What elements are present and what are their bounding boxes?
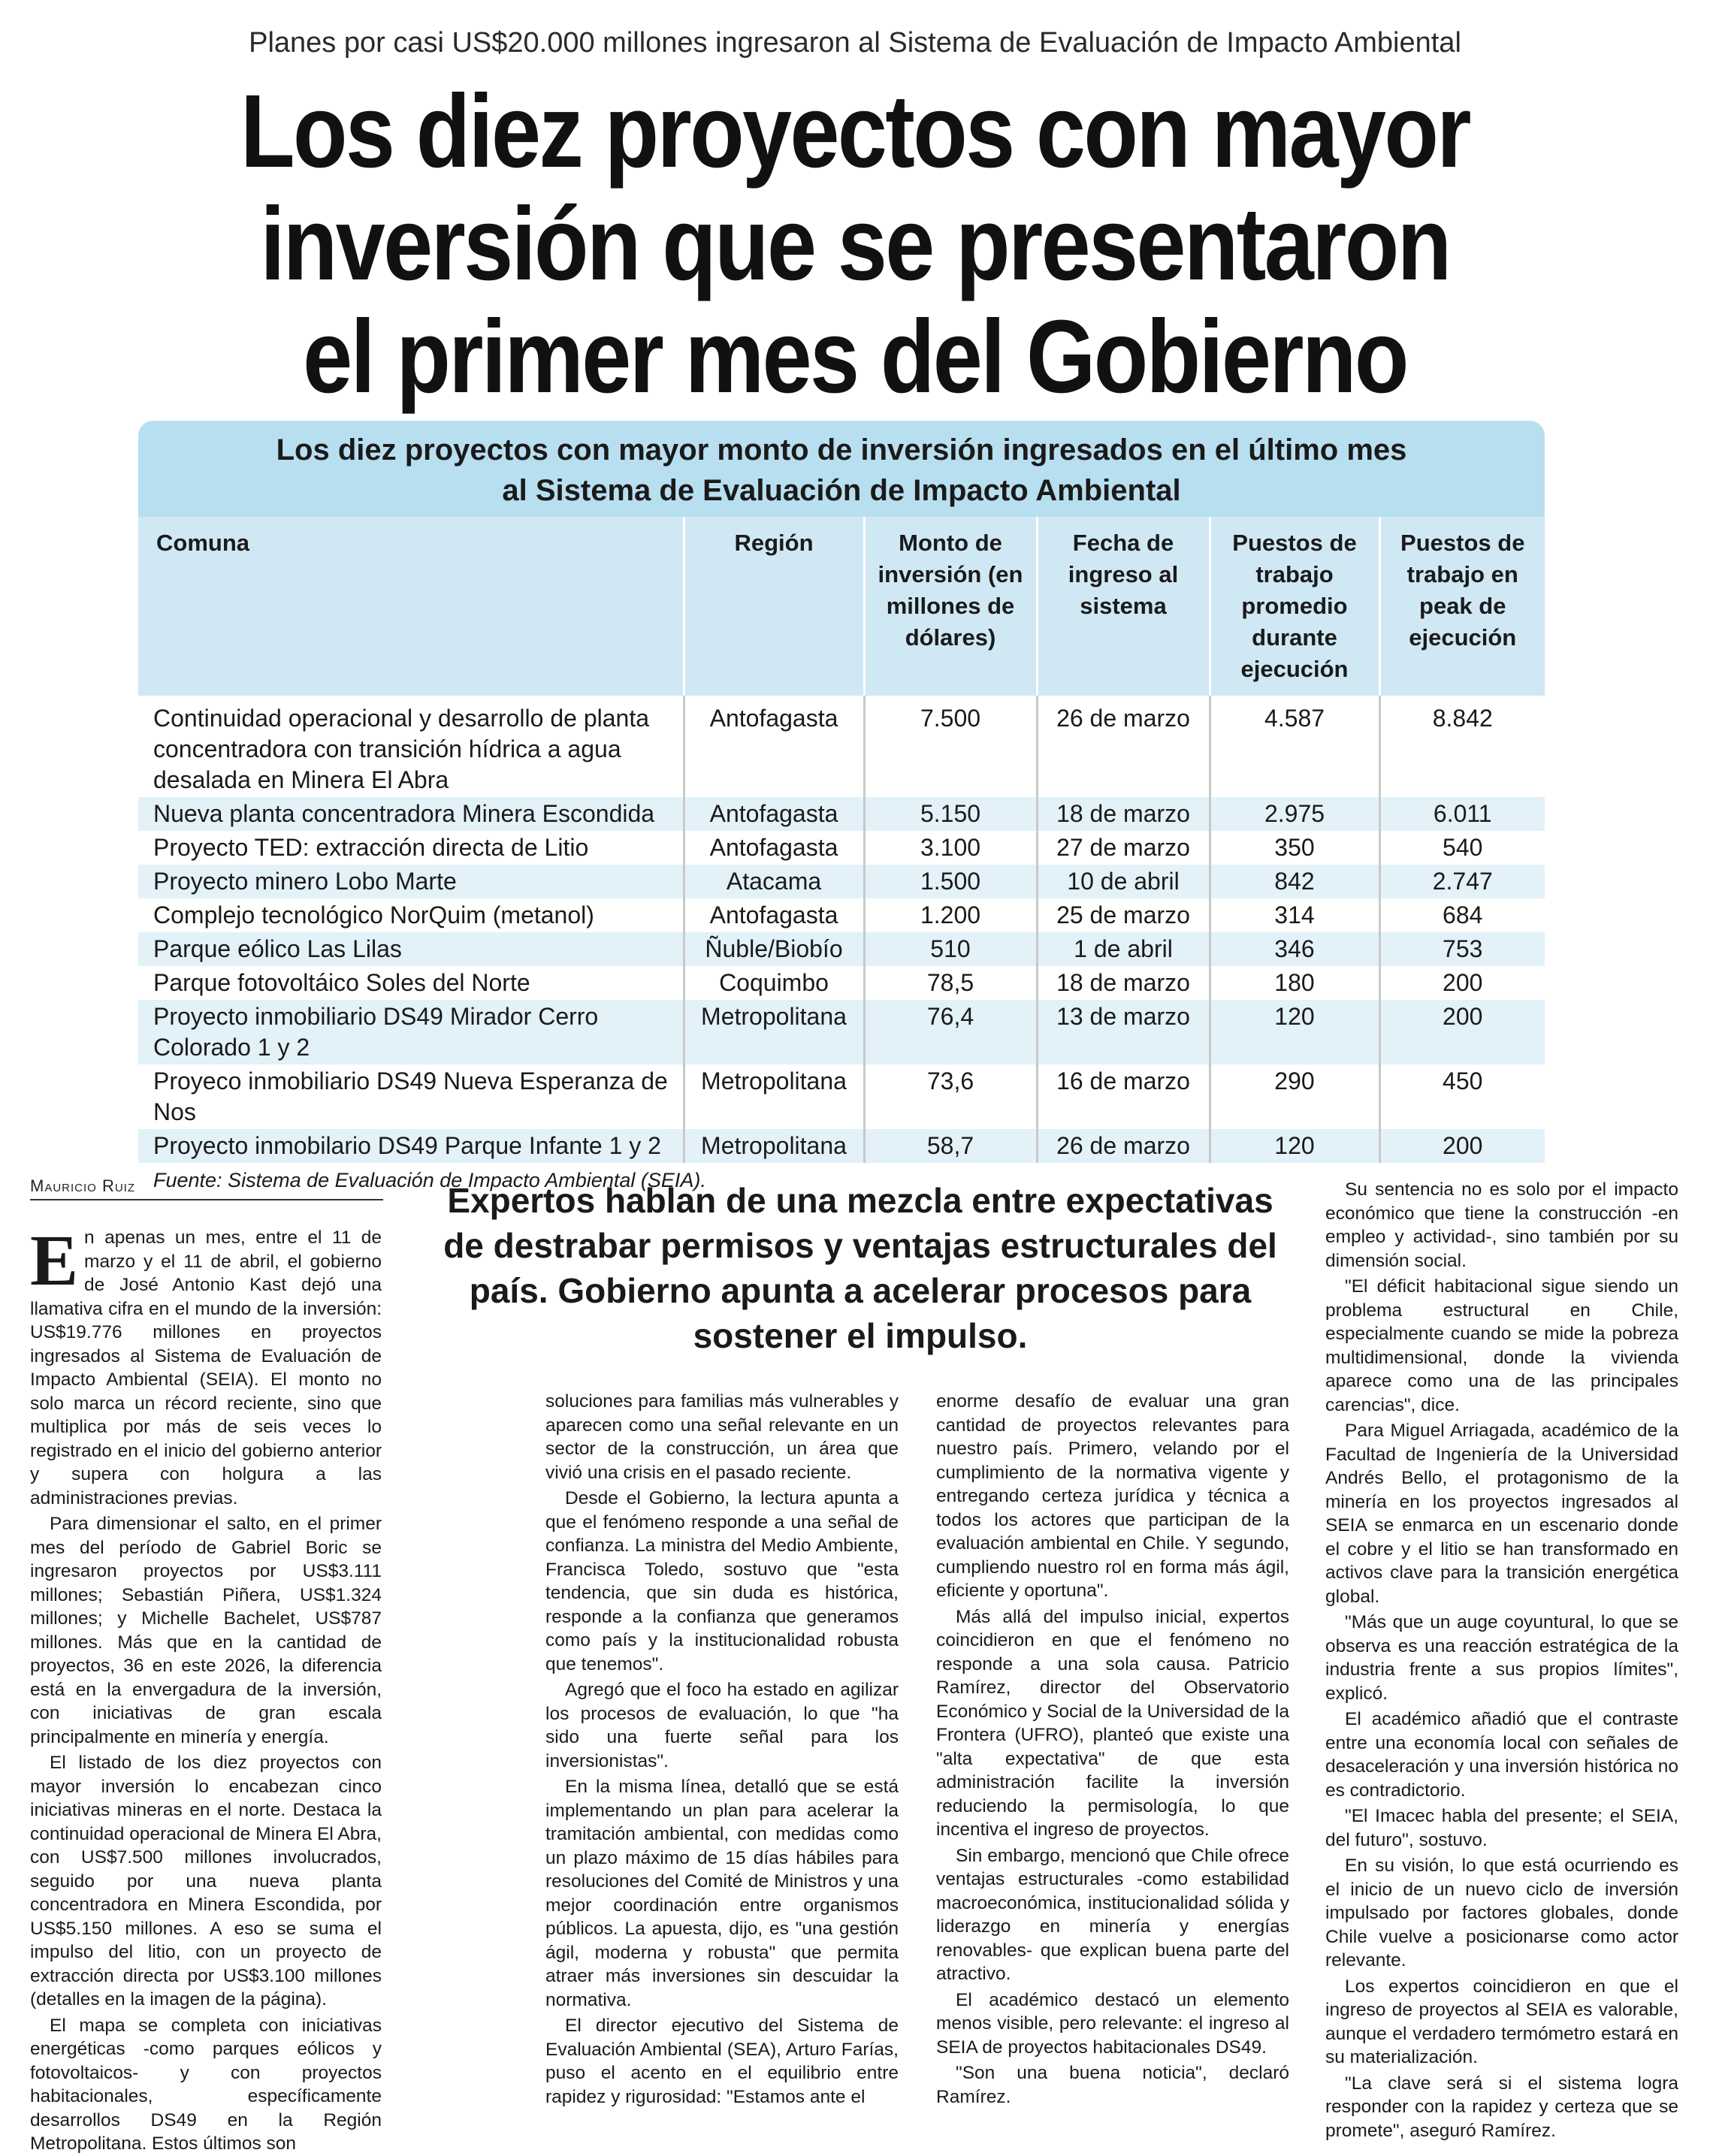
cell-puestos-peak: 6.011 bbox=[1379, 797, 1545, 831]
cell-puestos-promedio: 842 bbox=[1210, 865, 1379, 898]
header-puestos-peak: Puestos de trabajo en peak de ejecución bbox=[1379, 517, 1545, 696]
body-paragraph: Los expertos coincidieron en que el ingreso de proyectos al SEIA es valorable, aunque el verdadero termómetro estará en su materialización. bbox=[1325, 1976, 1678, 2067]
cell-proyecto: Proyecto TED: extracción directa de Litio bbox=[138, 831, 684, 865]
cell-region: Antofagasta bbox=[684, 797, 864, 831]
cell-puestos-promedio: 2.975 bbox=[1210, 797, 1379, 831]
cell-proyecto: Parque eólico Las Lilas bbox=[138, 932, 684, 966]
cell-region: Atacama bbox=[684, 865, 864, 898]
header-monto: Monto de inversión (en millones de dólares) bbox=[864, 517, 1037, 696]
table-source: Fuente: Sistema de Evaluación de Impacto Ambiental (SEIA). bbox=[153, 1169, 706, 1191]
cell-fecha: 26 de marzo bbox=[1037, 1129, 1210, 1163]
body-paragraph: "Son una buena noticia", declaró Ramírez. bbox=[936, 2063, 1289, 2107]
cell-proyecto: Nueva planta concentradora Minera Escondida bbox=[138, 797, 684, 831]
cell-puestos-promedio: 350 bbox=[1210, 831, 1379, 865]
cell-puestos-peak: 753 bbox=[1379, 932, 1545, 966]
cell-region: Antofagasta bbox=[684, 898, 864, 932]
table-row bbox=[138, 831, 1545, 865]
table-row bbox=[138, 797, 1545, 831]
cell-fecha: 18 de marzo bbox=[1037, 966, 1210, 1000]
cell-puestos-promedio: 120 bbox=[1210, 1000, 1379, 1064]
body-paragraph: Sin embargo, mencionó que Chile ofrece ventajas estructurales -como estabilidad macroeconómica, institucionalidad sólida y liderazgo en minería y energías renovables- que explican buena parte del atractivo. bbox=[936, 1845, 1289, 1984]
body-paragraph: "Más que un auge coyuntural, lo que se observa es una reacción estratégica de la industria frente a sus propios límites", explicó. bbox=[1325, 1612, 1678, 1704]
byline: Mauricio Ruiz bbox=[30, 1176, 383, 1200]
cell-monto: 3.100 bbox=[864, 831, 1037, 865]
cell-puestos-peak: 684 bbox=[1443, 901, 1483, 929]
table-row bbox=[138, 932, 1545, 966]
header-region: Región bbox=[684, 517, 864, 696]
body-paragraph: El académico destacó un elemento menos visible, pero relevante: el ingreso al SEIA de proyectos habitacionales DS49. bbox=[936, 1989, 1289, 2058]
cell-fecha: 27 de marzo bbox=[1037, 831, 1210, 865]
cell-region: Ñuble/Biobío bbox=[684, 932, 864, 966]
body-column-1 bbox=[30, 1220, 382, 2156]
table-header-row bbox=[138, 517, 1545, 696]
body-paragraph: El listado de los diez proyectos con mayor inversión lo encabezan cinco iniciativas mineras en el norte. Destaca la continuidad operacional de Minera El Abra, con US$7.500 millones involucrados, seguido por una nueva planta concentradora en Minera Escondida, por US$5.150 millones. A eso se suma el impulso del litio, con un proyecto de extracción directa por US$3.100 millones (detalles en la imagen de la página). bbox=[30, 1753, 382, 2010]
body-paragraph: Su sentencia no es solo por el impacto económico que tiene la construcción -en empleo y actividad-, sino también por su dimensión social. bbox=[1325, 1179, 1678, 1271]
cell-puestos-peak: 8.842 bbox=[1432, 705, 1493, 732]
cell-monto: 510 bbox=[864, 932, 1037, 966]
table-title-line-1: Los diez proyectos con mayor monto de inversión ingresados en el último mes bbox=[276, 433, 1407, 467]
body-paragraph: Desde el Gobierno, la lectura apunta a que el fenómeno responde a una señal de confianza. La ministra del Medio Ambiente, Francisca Toledo, sostuvo que "esta tendencia, que sin duda es histórica, responde a la confianza que generamos como país y la institucionalidad robusta que tenemos". bbox=[545, 1488, 899, 1674]
cell-region: Antofagasta bbox=[684, 831, 864, 865]
body-paragraph: enorme desafío de evaluar una gran cantidad de proyectos relevantes para nuestro país. Primero, velando por el cumplimiento de la normativa vigente y entregando certeza jurídica y técnica a todos los actores que participan de la evaluación ambiental en Chile. Y segundo, cumpliendo nuestro rol en forma más ágil, eficiente y oportuna". bbox=[936, 1391, 1289, 1601]
kicker: Planes por casi US$20.000 millones ingresaron al Sistema de Evaluación de Impacto Ambiental bbox=[249, 27, 1461, 59]
body-paragraph: Para Miguel Arriagada, académico de la Facultad de Ingeniería de la Universidad Andrés Bello, el protagonismo de la minería en los proyectos ingresados al SEIA se enmarca en un escenario donde el cobre y el litio se han transformado en activos clave para la transición energética global. bbox=[1325, 1421, 1678, 1607]
cell-fecha: 10 de abril bbox=[1037, 865, 1210, 898]
body-paragraph: Agregó que el foco ha estado en agilizar los procesos de evaluación, lo que "ha sido una fuerte señal para los inversionistas". bbox=[545, 1680, 899, 1771]
cell-monto: 78,5 bbox=[864, 966, 1037, 1000]
table-row bbox=[138, 898, 1545, 932]
body-paragraph: El mapa se completa con iniciativas energéticas -como parques eólicos y fotovoltaicos- y con proyectos habitacionales, específicamente desarrollos DS49 en la Región Metropolitana. Estos últimos son bbox=[30, 2015, 382, 2154]
body-paragraph: En la misma línea, detalló que se está implementando un plan para acelerar la tramitación ambiental, con medidas como un plazo máximo de 15 días hábiles para resoluciones del Comité de Ministros y una mejor coordinación entre organismos públicos. La apuesta, dijo, es "una gestión ágil, moderna y robusta" que permita atraer más inversiones sin descuidar la normativa. bbox=[545, 1777, 899, 2010]
body-paragraph: Para dimensionar el salto, en el primer mes del período de Gabriel Boric se ingresaron proyectos por US$3.111 millones; Sebastián Piñera, US$1.324 millones; y Michelle Bachelet, US$787 millones. Más que en la cantidad de proyectos, 36 en este 2026, la diferencia está en la envergadura de la inversión, con iniciativas de gran escala principalmente en minería y energía. bbox=[30, 1514, 382, 1747]
cell-proyecto: Proyecto inmobiliario DS49 Mirador Cerro Colorado 1 y 2 bbox=[138, 1000, 684, 1064]
cell-fecha: 18 de marzo bbox=[1037, 797, 1210, 831]
cell-proyecto: Complejo tecnológico NorQuim (metanol) bbox=[138, 898, 684, 932]
investment-table-box bbox=[138, 421, 1545, 1192]
cell-puestos-peak: 200 bbox=[1443, 969, 1483, 996]
body-paragraph: "El Imacec habla del presente; el SEIA, del futuro", sostuvo. bbox=[1325, 1806, 1678, 1850]
investment-table bbox=[138, 517, 1545, 1163]
cell-fecha: 16 de marzo bbox=[1037, 1064, 1210, 1129]
cell-region: Metropolitana bbox=[684, 1129, 864, 1163]
cell-region: Metropolitana bbox=[684, 1064, 864, 1129]
body-paragraph: "El déficit habitacional sigue siendo un problema estructural en Chile, especialmente cuando se mide la pobreza multidimensional, donde la vivienda aparece como una de las principales carencias", dice. bbox=[1325, 1276, 1678, 1415]
body-column-3 bbox=[936, 1390, 1289, 2109]
body-paragraph-text: n apenas un mes, entre el 11 de marzo y el 11 de abril, el gobierno de José Antonio Kast dejó una llamativa cifra en el mundo de la inversión: US$19.776 millones en proyectos ingresados al Sistema de Evaluación de Impacto Ambiental (SEIA). El monto no solo marca un récord reciente, sino que multiplica por más de seis veces lo registrado en el inicio del gobierno anterior y supera con holgura a las administraciones previas. bbox=[30, 1227, 382, 1508]
cell-fecha: 1 de abril bbox=[1037, 932, 1210, 966]
body-paragraph: "La clave será si el sistema logra responder con la rapidez y certeza que se promete", aseguró Ramírez. bbox=[1325, 2073, 1678, 2141]
cell-puestos-promedio: 314 bbox=[1210, 898, 1379, 932]
body-paragraph: El director ejecutivo del Sistema de Evaluación Ambiental (SEA), Arturo Farías, puso el acento en el equilibrio entre rapidez y rigurosidad: "Estamos ante el bbox=[545, 2016, 899, 2107]
cell-puestos-peak: 2.747 bbox=[1379, 865, 1545, 898]
cell-fecha: 25 de marzo bbox=[1037, 898, 1210, 932]
cell-proyecto: Proyeco inmobiliario DS49 Nueva Esperanza de Nos bbox=[138, 1064, 684, 1129]
body-paragraph: Más allá del impulso inicial, expertos coincidieron en que el fenómeno no responde a una sola causa. Patricio Ramírez, director del Observatorio Económico y Social de la Universidad de la Frontera (UFRO), planteó que existe una "alta expectativa" de que esta administración facilite la inversión reduciendo la permisología, lo que incentiva el ingreso de proyectos. bbox=[936, 1606, 1289, 1840]
table-body bbox=[138, 696, 1545, 1163]
cell-proyecto: Proyecto minero Lobo Marte bbox=[138, 865, 684, 898]
dropcap: E bbox=[30, 1220, 79, 1300]
cell-monto: 76,4 bbox=[864, 1000, 1037, 1064]
cell-region: Coquimbo bbox=[684, 966, 864, 1000]
subhead: Expertos hablan de una mezcla entre expectativas de destrabar permisos y ventajas estructurales del país. Gobierno apunta a acelerar procesos para sostener el impulso. bbox=[443, 1181, 1277, 1355]
cell-puestos-peak: 200 bbox=[1379, 1129, 1545, 1163]
cell-puestos-promedio: 4.587 bbox=[1210, 696, 1379, 797]
cell-fecha: 26 de marzo bbox=[1037, 696, 1210, 797]
cell-proyecto: Continuidad operacional y desarrollo de planta concentradora con transición hídrica a agua desalada en Minera El Abra bbox=[138, 696, 684, 797]
cell-puestos-promedio: 180 bbox=[1210, 966, 1379, 1000]
cell-puestos-promedio: 346 bbox=[1210, 932, 1379, 966]
table-row bbox=[138, 1129, 1545, 1163]
body-paragraph: soluciones para familias más vulnerables y aparecen como una señal relevante en un sector de la construcción, un área que vivió una crisis en el pasado reciente. bbox=[545, 1391, 899, 1483]
cell-puestos-promedio: 290 bbox=[1210, 1064, 1379, 1129]
body-column-4 bbox=[1325, 1178, 1678, 2142]
cell-monto: 58,7 bbox=[864, 1129, 1037, 1163]
cell-fecha: 13 de marzo bbox=[1037, 1000, 1210, 1064]
cell-monto: 73,6 bbox=[864, 1064, 1037, 1129]
header-fecha: Fecha de ingreso al sistema bbox=[1037, 517, 1210, 696]
table-row bbox=[138, 1000, 1545, 1064]
body-paragraph: En su visión, lo que está ocurriendo es el inicio de un nuevo ciclo de inversión impulsado por factores globales, donde Chile vuelve a posicionarse como actor relevante. bbox=[1325, 1856, 1678, 1970]
cell-puestos-peak: 450 bbox=[1443, 1067, 1483, 1095]
cell-puestos-peak: 540 bbox=[1443, 834, 1483, 861]
cell-monto: 7.500 bbox=[864, 696, 1037, 797]
cell-monto: 5.150 bbox=[864, 797, 1037, 831]
body-column-2 bbox=[545, 1390, 899, 2109]
body-paragraph bbox=[30, 1220, 382, 1510]
cell-puestos-peak: 200 bbox=[1379, 1000, 1545, 1064]
cell-monto: 1.500 bbox=[864, 865, 1037, 898]
headline: Los diez proyectos con mayor inversión que se presentaron el primer mes del Gobierno bbox=[240, 74, 1470, 415]
table-title-line-2: al Sistema de Evaluación de Impacto Ambiental bbox=[502, 474, 1181, 507]
cell-puestos-promedio: 120 bbox=[1210, 1129, 1379, 1163]
body-paragraph: El académico añadió que el contraste entre una economía local con señales de desaceleración y una inversión histórica no es contradictorio. bbox=[1325, 1709, 1678, 1801]
table-row bbox=[138, 966, 1545, 1000]
cell-proyecto: Proyecto inmobilario DS49 Parque Infante 1 y 2 bbox=[138, 1129, 684, 1163]
table-row bbox=[138, 865, 1545, 898]
cell-proyecto: Parque fotovoltáico Soles del Norte bbox=[138, 966, 684, 1000]
cell-region: Metropolitana bbox=[684, 1000, 864, 1064]
table-title bbox=[138, 421, 1545, 517]
table-row bbox=[138, 1064, 1545, 1129]
header-puestos-promedio: Puestos de trabajo promedio durante ejecución bbox=[1210, 517, 1379, 696]
cell-region: Antofagasta bbox=[684, 696, 864, 797]
table-row bbox=[138, 696, 1545, 797]
cell-monto: 1.200 bbox=[864, 898, 1037, 932]
header-comuna: Comuna bbox=[138, 517, 684, 696]
